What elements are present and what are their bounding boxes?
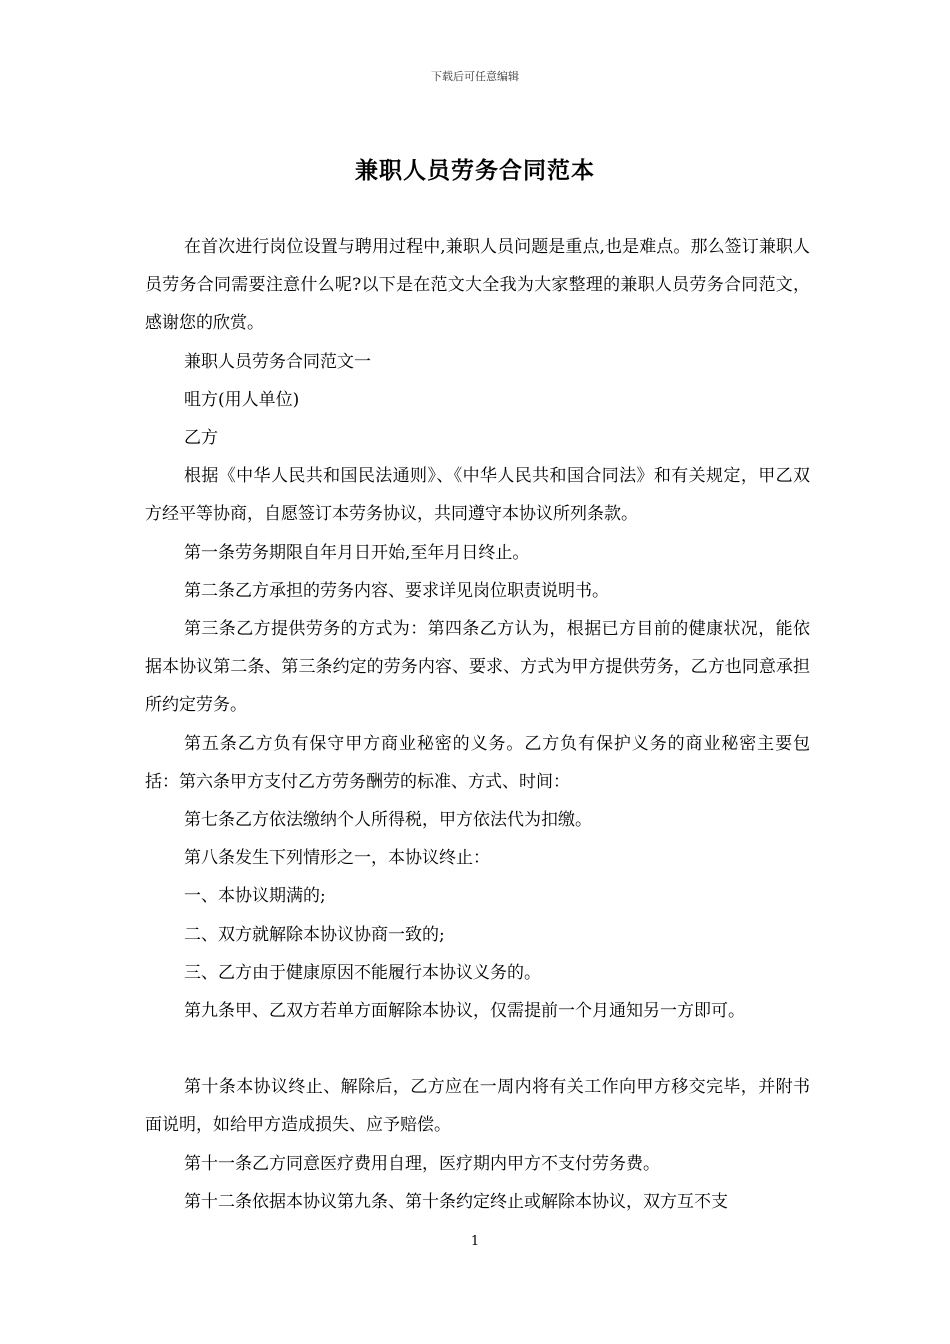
paragraph-item-2: 二、双方就解除本协议协商一致的; [184,924,445,945]
paragraph-article-12: 第十二条依据本协议第九条、第十条约定终止或解除本协议，双方互不支 [184,1191,728,1212]
paragraph-subtitle: 兼职人员劳务合同范文一 [184,351,371,372]
paragraph-article-1: 第一条劳务期限自年月日开始,至年月日终止。 [184,542,530,563]
document-body [145,228,810,1221]
paragraph-article-5-6: 第五条乙方负有保守甲方商业秘密的义务。乙方负有保护义务的商业秘密主要包括：第六条甲方支付乙方劳务酬劳的标准、方式、时间： [145,733,810,792]
document-title: 兼职人员劳务合同范本 [355,157,595,184]
paragraph-party-b: 乙方 [184,428,218,449]
paragraph-article-7: 第七条乙方依法缴纳个人所得税，甲方依法代为扣缴。 [184,810,592,831]
paragraph-article-11: 第十一条乙方同意医疗费用自理，医疗期内甲方不支付劳务费。 [184,1153,660,1174]
paragraph-party-a: 咀方(用人单位) [184,389,300,410]
paragraph-item-1: 一、本协议期满的; [184,886,326,907]
paragraph-item-3: 三、乙方由于健康原因不能履行本协议义务的。 [184,962,541,983]
paragraph-article-2: 第二条乙方承担的劳务内容、要求详见岗位职责说明书。 [184,580,609,601]
header-note: 下载后可任意编辑 [431,70,519,83]
paragraph-article-8: 第八条发生下列情形之一，本协议终止： [184,848,490,869]
paragraph-article-9: 第九条甲、乙双方若单方面解除本协议，仅需提前一个月通知另一方即可。 [184,1001,745,1022]
paragraph-intro: 在首次进行岗位设置与聘用过程中,兼职人员问题是重点,也是难点。那么签订兼职人员劳务合同需要注意什么呢?以下是在范文大全我为大家整理的兼职人员劳务合同范文，感谢您的欣赏。 [145,237,810,334]
paragraph-basis: 根据《中华人民共和国民法通则》、《中华人民共和国合同法》和有关规定，甲乙双方经平等协商，自愿签订本劳务协议，共同遵守本协议所列条款。 [145,466,810,525]
blank-line [145,1030,810,1068]
paragraph-article-10: 第十条本协议终止、解除后，乙方应在一周内将有关工作向甲方移交完毕，并附书面说明，如给甲方造成损失、应予赔偿。 [145,1077,810,1136]
paragraph-article-3-4: 第三条乙方提供劳务的方式为：第四条乙方认为，根据已方目前的健康状况，能依据本协议第二条、第三条约定的劳务内容、要求、方式为甲方提供劳务，乙方也同意承担所约定劳务。 [145,619,810,716]
page-number: 1 [470,1234,480,1249]
